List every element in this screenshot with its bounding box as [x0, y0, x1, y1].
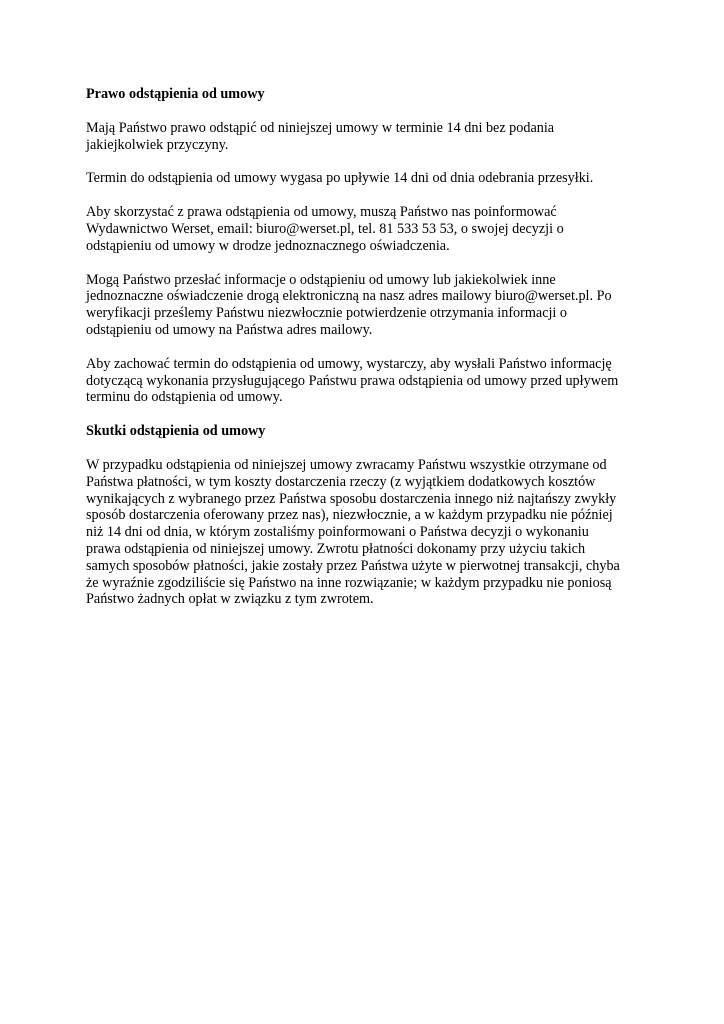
section-heading-withdrawal-effects: Skutki odstąpienia od umowy: [86, 423, 266, 440]
text-line: jednoznaczne oświadczenie drogą elektroniczną na nasz adres mailowy biuro@werset.pl. Po: [86, 288, 612, 305]
text-line: Aby skorzystać z prawa odstąpienia od umowy, muszą Państwo nas poinformować: [86, 204, 557, 221]
paragraph-keeping-deadline: [86, 356, 646, 406]
paragraph-refund: [86, 457, 646, 608]
paragraph-how-to-withdraw: [86, 204, 646, 254]
text-line: Wydawnictwo Werset, email: biuro@werset.pl, tel. 81 533 53 53, o swojej decyzji o: [86, 220, 564, 237]
text-line: Państwo żadnych opłat w związku z tym zwrotem.: [86, 591, 374, 608]
text-line: Aby zachować termin do odstąpienia od umowy, wystarczy, aby wysłali Państwo informację: [86, 355, 612, 372]
text-line: jakiejkolwiek przyczyny.: [86, 136, 229, 153]
text-line: Mogą Państwo przesłać informacje o odstąpieniu od umowy lub jakiekolwiek inne: [86, 271, 556, 288]
text-line: odstąpieniu od umowy na Państwa adres mailowy.: [86, 321, 373, 338]
paragraph-electronic-notice: [86, 272, 646, 339]
document-page: [86, 86, 646, 625]
text-line: niż 14 dni od dnia, w którym zostaliśmy poinformowani o Państwa decyzji o wykonaniu: [86, 524, 589, 541]
text-line: odstąpieniu od umowy w drodze jednoznacznego oświadczenia.: [86, 237, 450, 254]
text-line: W przypadku odstąpienia od niniejszej umowy zwracamy Państwu wszystkie otrzymane od: [86, 456, 607, 473]
text-line: weryfikacji prześlemy Państwu niezwłocznie potwierdzenie otrzymania informacji o: [86, 305, 568, 322]
section-heading-withdrawal-right: Prawo odstąpienia od umowy: [86, 86, 265, 102]
text-line: prawa odstąpienia od niniejszej umowy. Zwrotu płatności dokonamy przy użyciu takich: [86, 540, 586, 557]
paragraph-deadline: [86, 170, 646, 187]
text-line: Mają Państwo prawo odstąpić od niniejszej umowy w terminie 14 dni bez podania: [86, 119, 555, 136]
text-line: terminu do odstąpienia od umowy.: [86, 389, 283, 406]
paragraph-withdrawal-period: [86, 120, 646, 154]
text-line: samych sposobów płatności, jakie zostały przez Państwa użyte w pierwotnej transakcji, chyba: [86, 557, 620, 574]
text-line: sposób dostarczenia oferowany przez nas), niezwłocznie, a w każdym przypadku nie później: [86, 507, 613, 524]
text-line: że wyraźnie zgodziliście się Państwo na inne rozwiązanie; w każdym przypadku nie poniosą: [86, 574, 612, 591]
text-line: wynikających z wybranego przez Państwa sposobu dostarczenia innego niż najtańszy zwykły: [86, 490, 617, 507]
text-line: dotyczącą wykonania przysługującego Państwu prawa odstąpienia od umowy przed upływem: [86, 372, 619, 389]
text-line: Państwa płatności, w tym koszty dostarczenia rzeczy (z wyjątkiem dodatkowych kosztów: [86, 473, 596, 490]
text-line: Termin do odstąpienia od umowy wygasa po upływie 14 dni od dnia odebrania przesyłki.: [86, 170, 594, 187]
